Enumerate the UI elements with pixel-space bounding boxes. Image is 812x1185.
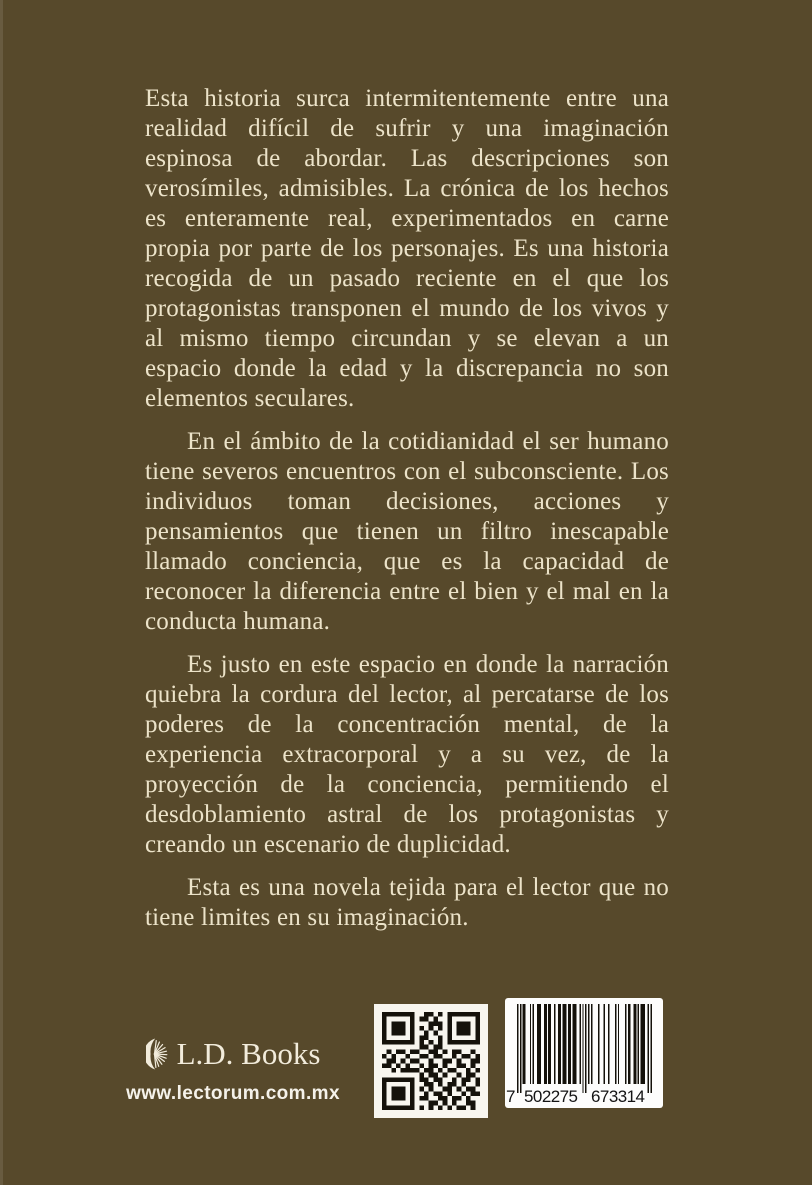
svg-text:7: 7 — [506, 1087, 516, 1106]
synopsis — [145, 84, 669, 946]
synopsis-paragraph-1: Esta historia surca intermitentemente entre una realidad difícil de sufrir y una imaginación espinosa de abordar. Las descripciones son verosímiles, admisibles. La crónica de los hechos es enteramente real, experimentados en carne propia por parte de los personajes. Es una historia recogida de un pasado reciente en el que los protagonistas transponen el mundo de los vivos y al mismo tiempo circundan y se elevan a un espacio donde la edad y la discrepancia no son elementos seculares. — [145, 85, 669, 412]
barcode — [505, 998, 663, 1108]
synopsis-paragraph-4: Esta es una novela tejida para el lector que no tiene limites en su imaginación. — [145, 874, 669, 931]
publisher-brand — [126, 1036, 340, 1105]
fan-book-icon — [146, 1037, 170, 1071]
synopsis-paragraph-2: En el ámbito de la cotidianidad el ser humano tiene severos encuentros con el subconsciente. Los individuos toman decisiones, acciones y pensamientos que tienen un filtro inescapable llamado conciencia, que es la capacidad de reconocer la diferencia entre el bien y el mal en la conducta humana. — [145, 428, 669, 635]
publisher-logo — [146, 1036, 321, 1072]
publisher-website: www.lectorum.com.mx — [126, 1083, 340, 1104]
cover-edge-highlight — [0, 0, 3, 1185]
synopsis-paragraph-3: Es justo en este espacio en donde la narración quiebra la cordura del lector, al percatarse de los poderes de la concentración mental, de la experiencia extracorporal y a su vez, de la proyección de la conciencia, permitiendo el desdoblamiento astral de los protagonistas y creando un escenario de duplicidad. — [145, 651, 669, 858]
publisher-name: L.D. Books — [176, 1036, 321, 1071]
qr-code — [374, 1004, 488, 1118]
svg-text:673314: 673314 — [591, 1087, 645, 1106]
svg-text:502275: 502275 — [524, 1087, 578, 1106]
